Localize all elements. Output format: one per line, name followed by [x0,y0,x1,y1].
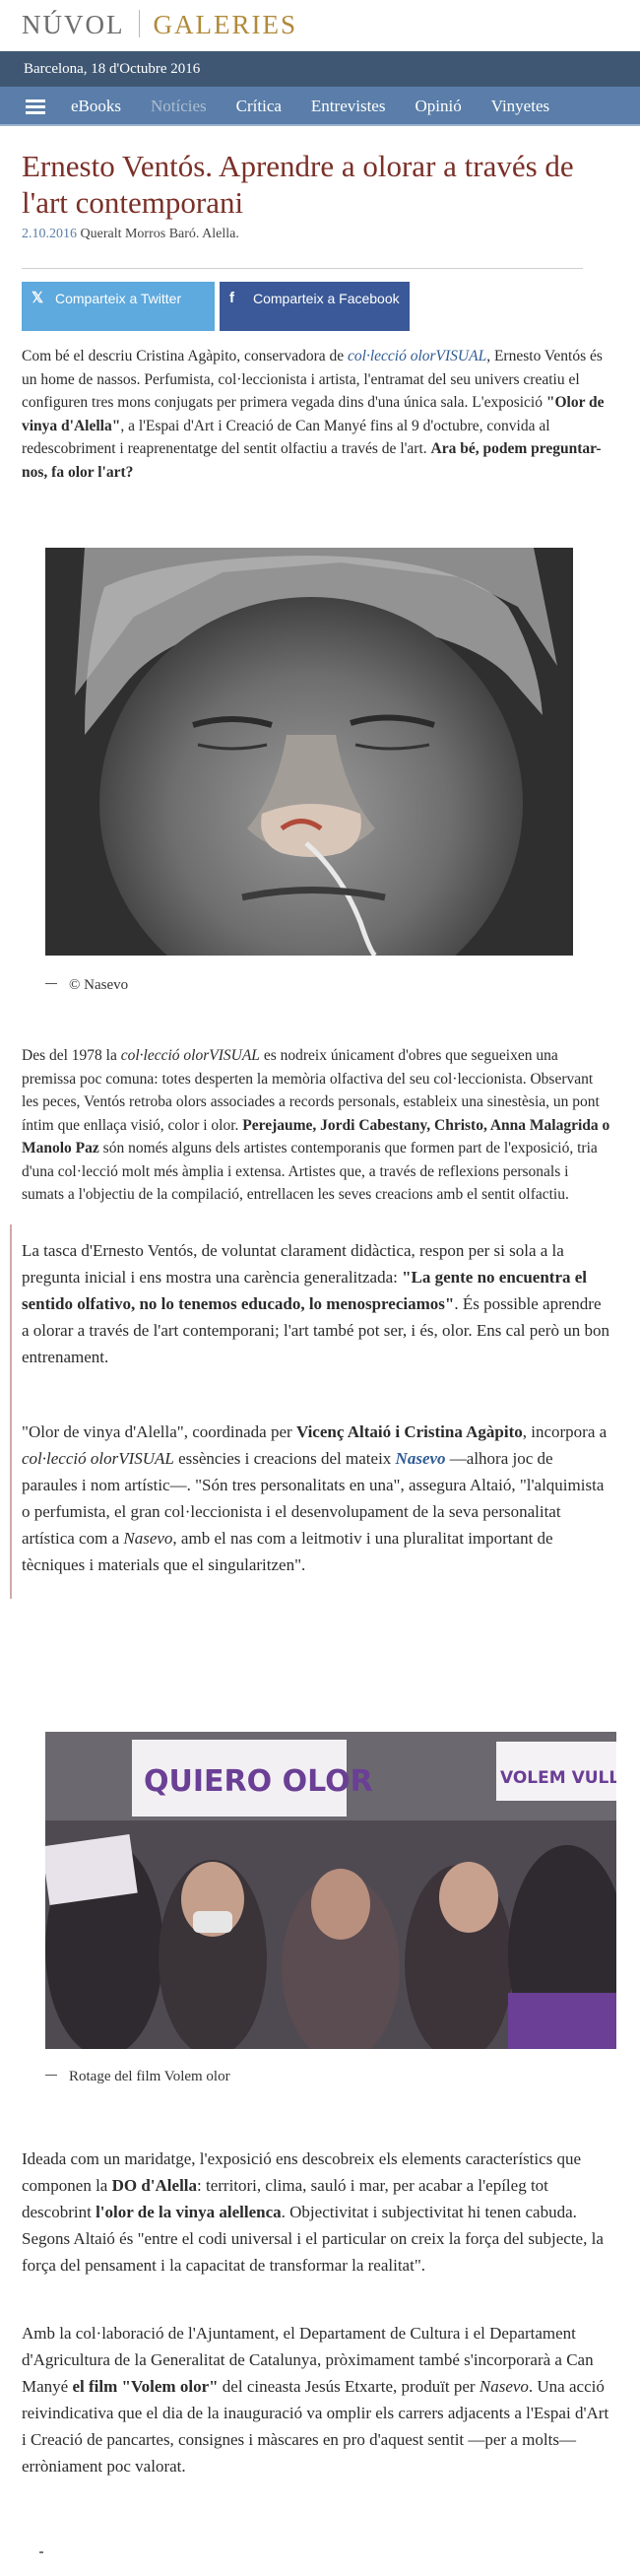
nav-items [71,87,579,126]
paragraph-film: Amb la col·laboració de l'Ajuntament, el Departament de Cultura i el Departament d'Agricultura de la Generalitat de Catalunya, pròximament també s'incorporarà a Can Manyé el film "Volem olor" del cineasta Jesús Etxarte, produït per Nasevo. Una acció reivindicativa que el dia de la inauguració va omplir els carrers adjacents a l'Espai d'Art i Creació de pancartes, consignes i màscares en pro d'aquest sentit —per a molts— erròniament poc valorat. [22,2324,609,2476]
share-facebook-button[interactable] [220,282,410,331]
meta-divider [22,268,583,269]
paragraph-maridatge: Ideada com un maridatge, l'exposició ens descobreix els elements característics que componen la DO d'Alella: territori, clima, sauló i mar, per acabar a l'epíleg tot descobrint l'olor de la vinya alellenca. Objectivitat i subjectivitat hi tenen cabuda. Segons Altaió és "entre el codi universal i el particular on creix la força del subjecte, la força del pensament i la capacitat de transformar la realitat". [22,2149,604,2275]
logo-separator [139,10,140,37]
protest-image-icon [45,1732,616,2049]
nav-item-ebooks[interactable]: eBooks [71,97,121,115]
main-nav [0,87,640,126]
paragraph-tasca: La tasca d'Ernesto Ventós, de voluntat clarament didàctica, respon per si sola a la pregunta inicial i ens mostra una carència generalitzada: "La gente no encuentra el sentido olfativo, no lo tenemos educado, lo menospreciamos". És possible aprendre a olorar a través de l'art contemporani; l'art també pot ser, i és, olor. Ens cal però un bon entrenament. [22,1241,609,1366]
article-date[interactable]: 2.10.2016 [22,227,77,241]
left-accent-bar [10,1224,12,1599]
link-coleccio[interactable]: col·lecció olorVISUAL [348,348,487,364]
dateline: Barcelona, 18 d'Octubre 2016 [0,51,640,87]
link-nasevo[interactable]: Nasevo [395,1449,446,1468]
paragraph-intro: Com bé el descriu Cristina Agàpito, conservadora de col·lecció olorVISUAL, Ernesto Ventós és un home de nassos. Perfumista, col·leccionista i artista, l'entramat del seu univers creatiu el configuren tres mons conjugats per primera vegada dins d'una única sala. L'exposició "Olor de vinya d'Alella", a l'Espai d'Art i Creació de Can Manyé fins al 9 d'octubre, convida al redescobriment i reaprenentatge del sentit olfactiu a través de l'art. Ara bé, podem preguntar-nos, fa olor l'art? [22,348,605,481]
share-twitter-button[interactable] [22,282,215,331]
paragraph-coleccio: Des del 1978 la col·lecció olorVISUAL es nodreix únicament d'obres que segueixen una premissa poc comuna: totes desperten la memòria olfactiva del seu col·leccionista. Observant les peces, Ventós retroba olors associades a records personals, estableix una sinestèsia, un pont íntim que enllaça visió, color i olor. Perejaume, Jordi Cabestany, Christo, Anna Malagrida o Manolo Paz són només alguns dels artistes contemporanis que formen part de l'exposició, tria d'una col·lecció molt més àmplia i extensa. Artistes que, a través de reflexions personals i sumats a l'objectiu de la compilació, entrellacen les seves creacions amb el sentit olfactiu. [22,1047,610,1203]
nav-divider [0,124,640,126]
image-caption-protest: Rotage del film Volem olor [45,2069,230,2085]
caption-dash [45,983,57,984]
portrait-image-icon [45,548,573,956]
protest-sign-text: QUIERO OLOR [144,1764,373,1799]
nav-item-noticies[interactable]: Notícies [151,97,207,115]
site-logo[interactable] [22,10,297,40]
article-image-protest [45,1732,616,2049]
logo-galeries: GALERIES [153,10,297,39]
article-image-portrait [45,548,573,956]
share-twitter-label: Comparteix a Twitter [55,291,182,306]
nav-item-critica[interactable]: Crítica [235,97,282,115]
site-header [0,0,640,51]
nav-item-opinio[interactable]: Opinió [415,97,462,115]
page-end-marker [39,2551,43,2553]
protest-sign-right-text: VOLEM VULL [500,1768,616,1788]
twitter-icon: 𝕏 [32,290,44,306]
logo-nuvol: NÚVOL [22,10,125,39]
hamburger-menu-icon[interactable] [26,99,45,113]
share-facebook-label: Comparteix a Facebook [253,291,400,306]
article-title: Ernesto Ventós. Aprendre a olorar a través de l'art contemporani [22,149,574,220]
facebook-icon: f [229,290,234,306]
caption-dash [45,2075,57,2076]
image-caption-portrait: © Nasevo [45,977,128,994]
nav-item-entrevistes[interactable]: Entrevistes [310,97,386,115]
paragraph-coordinacio: "Olor de vinya d'Alella", coordinada per Vicenç Altaió i Cristina Agàpito, incorpora a col·lecció olorVISUAL essències i creacions del mateix Nasevo —alhora joc de paraules i nom artístic—. "Són tres personalitats en una", assegura Altaió, "l'alquimista o perfumista, el gran col·leccionista i el desenvolupament de la seva personalitat artística com a Nasevo, amb el nas com a leitmotiv i una pluralitat important de tècniques i materials que el singularitzen". [22,1422,608,1574]
nav-item-vinyetes[interactable]: Vinyetes [490,97,550,115]
article-meta [22,227,239,242]
article-author: Queralt Morros Baró. Alella. [77,227,239,241]
